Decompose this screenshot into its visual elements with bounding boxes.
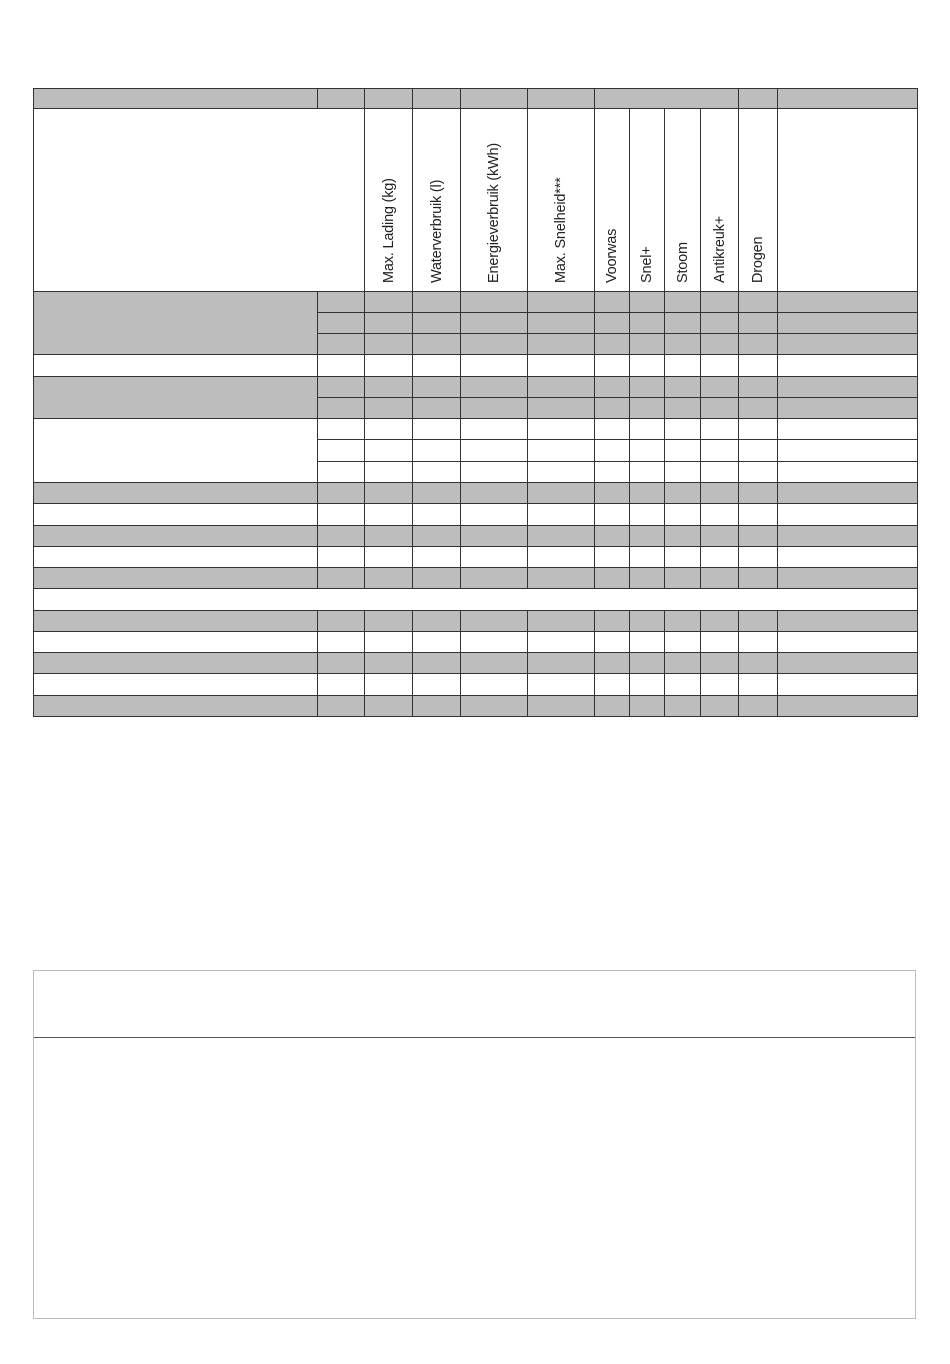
table-cell	[778, 355, 918, 376]
quick-label: Snel+	[639, 246, 655, 283]
table-cell	[413, 291, 461, 312]
table-cell	[630, 376, 665, 397]
table-cell	[701, 546, 739, 567]
table-cell	[595, 334, 630, 355]
table-cell	[528, 419, 595, 440]
table-cell	[461, 312, 528, 333]
table-cell	[461, 674, 528, 695]
header-blank-cell	[34, 109, 365, 291]
table-cell	[595, 631, 630, 652]
table-cell	[630, 610, 665, 631]
table-cell	[630, 291, 665, 312]
table-cell	[778, 312, 918, 333]
table-cell	[528, 504, 595, 525]
max-load-label: Max. Lading (kg)	[380, 177, 397, 283]
table-cell	[778, 419, 918, 440]
table-cell	[595, 568, 630, 589]
table-cell	[461, 525, 528, 546]
table-cell	[701, 334, 739, 355]
table-cell	[34, 674, 318, 695]
table-cell	[528, 440, 595, 461]
table-cell	[665, 312, 701, 333]
table-cell	[739, 525, 778, 546]
table-cell	[461, 440, 528, 461]
table-cell	[778, 610, 918, 631]
table-cell	[701, 525, 739, 546]
table-cell	[630, 461, 665, 482]
header-strip-row	[34, 89, 918, 109]
table-cell	[365, 610, 413, 631]
table-cell	[528, 653, 595, 674]
table-cell	[528, 291, 595, 312]
header-strip-cell	[528, 89, 595, 109]
table-cell	[413, 397, 461, 418]
table-cell	[365, 419, 413, 440]
table-cell	[528, 631, 595, 652]
table-cell	[461, 504, 528, 525]
table-cell	[318, 461, 365, 482]
table-cell	[595, 674, 630, 695]
table-cell	[739, 461, 778, 482]
steam-label: Stoom	[674, 241, 691, 283]
table-cell	[630, 653, 665, 674]
header-strip-cell	[318, 89, 365, 109]
table-cell	[318, 482, 365, 503]
table-cell	[461, 695, 528, 716]
table-cell	[318, 291, 365, 312]
table-cell	[595, 653, 630, 674]
table-cell	[34, 695, 318, 716]
header-energy	[461, 109, 528, 291]
table-cell	[630, 695, 665, 716]
table-cell	[739, 397, 778, 418]
table-cell	[595, 355, 630, 376]
header-strip-cell	[461, 89, 528, 109]
table-cell	[413, 376, 461, 397]
table-cell	[413, 355, 461, 376]
table-cell	[461, 631, 528, 652]
table-cell	[413, 631, 461, 652]
table-row	[34, 610, 918, 631]
table-cell	[701, 568, 739, 589]
header-drying	[739, 109, 778, 291]
table-cell	[665, 291, 701, 312]
table-cell	[665, 440, 701, 461]
table-cell	[739, 376, 778, 397]
header-max-load	[365, 109, 413, 291]
table-cell	[318, 440, 365, 461]
table-cell	[630, 674, 665, 695]
header-strip-cell	[34, 89, 318, 109]
table-cell	[665, 504, 701, 525]
table-cell	[701, 631, 739, 652]
table-cell	[665, 631, 701, 652]
table-cell	[665, 419, 701, 440]
table-cell	[701, 440, 739, 461]
table-cell	[630, 440, 665, 461]
table-cell	[528, 397, 595, 418]
table-cell	[318, 653, 365, 674]
table-cell	[318, 568, 365, 589]
table-cell	[318, 674, 365, 695]
table-cell	[630, 504, 665, 525]
table-cell	[318, 312, 365, 333]
table-cell	[461, 419, 528, 440]
table-cell	[739, 610, 778, 631]
table-cell	[778, 376, 918, 397]
prewash-label: Voorwas	[604, 228, 620, 283]
table-cell	[701, 482, 739, 503]
header-anticrease	[701, 109, 739, 291]
table-cell	[528, 568, 595, 589]
table-cell	[365, 334, 413, 355]
table-cell	[318, 695, 365, 716]
header-prewash	[595, 109, 630, 291]
table-cell	[365, 568, 413, 589]
anticrease-label: Antikreuk+	[711, 215, 728, 283]
table-cell	[318, 631, 365, 652]
table-cell	[595, 525, 630, 546]
table-cell	[413, 419, 461, 440]
table-cell	[739, 291, 778, 312]
table-cell	[701, 461, 739, 482]
table-row	[34, 695, 918, 716]
table-cell	[413, 568, 461, 589]
table-cell	[739, 419, 778, 440]
table-cell	[413, 504, 461, 525]
table-cell	[665, 546, 701, 567]
table-cell	[630, 631, 665, 652]
table-cell	[365, 525, 413, 546]
table-cell	[630, 568, 665, 589]
table-cell	[413, 610, 461, 631]
programme-table	[33, 88, 918, 717]
table-cell	[413, 653, 461, 674]
table-cell	[701, 291, 739, 312]
table-cell	[365, 674, 413, 695]
header-blank-cell	[778, 109, 918, 291]
table-cell	[739, 568, 778, 589]
table-cell	[739, 440, 778, 461]
table-cell	[701, 397, 739, 418]
table-cell	[34, 355, 318, 376]
table-cell	[413, 674, 461, 695]
table-row	[34, 525, 918, 546]
table-cell	[34, 525, 318, 546]
table-cell	[739, 653, 778, 674]
table-cell	[595, 419, 630, 440]
table-cell	[665, 355, 701, 376]
table-cell	[413, 695, 461, 716]
table-cell	[34, 419, 318, 483]
table-cell	[778, 653, 918, 674]
table-cell	[665, 482, 701, 503]
table-cell	[365, 482, 413, 503]
table-cell	[630, 546, 665, 567]
table-cell	[34, 589, 918, 610]
table-cell	[778, 674, 918, 695]
table-cell	[739, 355, 778, 376]
table-cell	[365, 376, 413, 397]
table-cell	[739, 312, 778, 333]
table-cell	[739, 674, 778, 695]
table-cell	[461, 355, 528, 376]
table-cell	[595, 504, 630, 525]
table-cell	[528, 546, 595, 567]
table-cell	[595, 461, 630, 482]
table-cell	[528, 355, 595, 376]
table-cell	[665, 461, 701, 482]
table-cell	[528, 525, 595, 546]
table-cell	[318, 397, 365, 418]
table-cell	[630, 419, 665, 440]
table-cell	[365, 631, 413, 652]
table-cell	[665, 653, 701, 674]
table-cell	[413, 440, 461, 461]
drying-label: Drogen	[750, 236, 766, 283]
table-row	[34, 653, 918, 674]
table-cell	[701, 419, 739, 440]
table-cell	[630, 355, 665, 376]
table-cell	[665, 334, 701, 355]
table-cell	[665, 397, 701, 418]
table-cell	[318, 376, 365, 397]
column-label-row	[34, 109, 918, 291]
table-cell	[365, 461, 413, 482]
table-cell	[34, 631, 318, 652]
table-cell	[365, 312, 413, 333]
table-cell	[701, 376, 739, 397]
header-quick	[630, 109, 665, 291]
table-cell	[318, 525, 365, 546]
table-cell	[778, 461, 918, 482]
table-cell	[665, 610, 701, 631]
table-cell	[528, 312, 595, 333]
table-row	[34, 376, 918, 397]
table-cell	[528, 610, 595, 631]
table-cell	[739, 631, 778, 652]
table-cell	[34, 610, 318, 631]
table-row	[34, 419, 918, 440]
table-cell	[595, 695, 630, 716]
table-cell	[413, 312, 461, 333]
table-cell	[461, 291, 528, 312]
table-cell	[413, 461, 461, 482]
table-cell	[318, 610, 365, 631]
table-cell	[630, 397, 665, 418]
table-cell	[630, 482, 665, 503]
table-cell	[595, 376, 630, 397]
table-cell	[528, 334, 595, 355]
table-cell	[528, 695, 595, 716]
table-cell	[461, 376, 528, 397]
table-cell	[34, 653, 318, 674]
table-cell	[318, 504, 365, 525]
table-row	[34, 568, 918, 589]
table-cell	[365, 695, 413, 716]
table-cell	[778, 504, 918, 525]
table-cell	[34, 482, 318, 503]
energy-label: Energieverbruik (kWh)	[486, 142, 502, 283]
table-cell	[413, 525, 461, 546]
table-row	[34, 291, 918, 312]
table-cell	[318, 334, 365, 355]
table-cell	[461, 653, 528, 674]
table-cell	[365, 504, 413, 525]
table-cell	[665, 376, 701, 397]
header-strip-cell	[739, 89, 778, 109]
table-cell	[595, 291, 630, 312]
table-row	[34, 355, 918, 376]
header-steam	[665, 109, 701, 291]
header-strip-cell	[595, 89, 739, 109]
table-cell	[595, 440, 630, 461]
table-cell	[778, 568, 918, 589]
table-cell	[778, 334, 918, 355]
table-cell	[595, 312, 630, 333]
table-cell	[365, 397, 413, 418]
table-cell	[739, 695, 778, 716]
table-cell	[461, 568, 528, 589]
table-cell	[318, 546, 365, 567]
table-cell	[739, 482, 778, 503]
table-cell	[739, 334, 778, 355]
table-cell	[365, 546, 413, 567]
table-cell	[701, 653, 739, 674]
table-cell	[630, 525, 665, 546]
table-cell	[34, 376, 318, 419]
table-cell	[528, 461, 595, 482]
table-cell	[630, 312, 665, 333]
table-cell	[630, 334, 665, 355]
table-cell	[701, 695, 739, 716]
header-strip-cell	[365, 89, 413, 109]
notes-divider	[34, 1037, 915, 1038]
table-cell	[413, 482, 461, 503]
max-speed-label: Max. Snelheid***	[553, 176, 569, 283]
table-cell	[701, 674, 739, 695]
table-cell	[365, 355, 413, 376]
table-cell	[34, 568, 318, 589]
header-strip-cell	[778, 89, 918, 109]
table-cell	[461, 397, 528, 418]
table-row	[34, 674, 918, 695]
table-row	[34, 504, 918, 525]
table-cell	[34, 504, 318, 525]
table-cell	[413, 546, 461, 567]
table-cell	[665, 695, 701, 716]
table-cell	[778, 525, 918, 546]
table-cell	[365, 440, 413, 461]
table-cell	[461, 546, 528, 567]
table-cell	[528, 376, 595, 397]
notes-box	[33, 970, 916, 1319]
table-cell	[665, 568, 701, 589]
table-cell	[34, 546, 318, 567]
table-cell	[701, 355, 739, 376]
header-water	[413, 109, 461, 291]
table-cell	[413, 334, 461, 355]
table-cell	[34, 291, 318, 355]
table-cell	[318, 419, 365, 440]
table-row	[34, 631, 918, 652]
table-cell	[365, 653, 413, 674]
header-strip-cell	[413, 89, 461, 109]
table-cell	[701, 610, 739, 631]
table-row	[34, 546, 918, 567]
table-cell	[739, 546, 778, 567]
table-cell	[595, 482, 630, 503]
table-cell	[595, 546, 630, 567]
table-cell	[461, 610, 528, 631]
table-cell	[665, 525, 701, 546]
table-cell	[365, 291, 413, 312]
table-body	[34, 291, 918, 716]
table-cell	[701, 312, 739, 333]
table-cell	[318, 355, 365, 376]
table-cell	[701, 504, 739, 525]
table-cell	[595, 397, 630, 418]
water-label: Waterverbruik (l)	[428, 179, 445, 283]
table-cell	[739, 504, 778, 525]
table-cell	[778, 291, 918, 312]
table-cell	[778, 546, 918, 567]
table-cell	[528, 674, 595, 695]
table-cell	[778, 440, 918, 461]
table-cell	[595, 610, 630, 631]
table-cell	[778, 695, 918, 716]
table-cell	[778, 397, 918, 418]
table-row	[34, 589, 918, 610]
table-cell	[778, 482, 918, 503]
header-max-speed	[528, 109, 595, 291]
table-cell	[461, 461, 528, 482]
table-row	[34, 482, 918, 503]
table-cell	[778, 631, 918, 652]
table-cell	[461, 482, 528, 503]
table-cell	[665, 674, 701, 695]
table-cell	[461, 334, 528, 355]
table-cell	[528, 482, 595, 503]
